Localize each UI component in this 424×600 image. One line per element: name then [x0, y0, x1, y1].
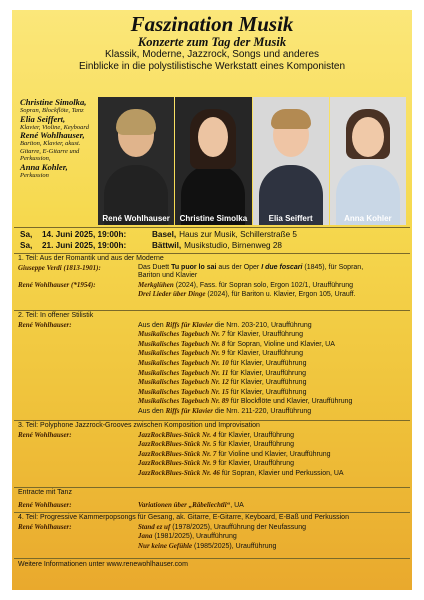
section-heading: 3. Teil: Polyphone Jazzrock-Grooves zwischen Komposition und Improvisation — [18, 422, 260, 429]
part-4 — [18, 514, 408, 551]
performer-photos — [98, 97, 406, 225]
footer-info: Weitere Informationen unter www.renewohlhauser.com — [18, 561, 188, 568]
divider — [14, 227, 410, 228]
date-city: Bättwil, — [152, 241, 182, 250]
divider — [14, 512, 410, 513]
composer-name: René Wohlhauser: — [18, 522, 72, 531]
photo-caption: René Wohlhauser — [102, 214, 170, 223]
program-item: Variationen über „Räbeliechtli“, UA — [138, 500, 244, 509]
part-1 — [18, 255, 408, 300]
program-item: Aus den Riffs für Klavier die Nrn. 211-220, Uraufführung — [138, 406, 312, 415]
date-row — [20, 229, 410, 240]
photo-caption: Elia Seiffert — [268, 214, 313, 223]
section-heading: 1. Teil: Aus der Romantik und aus der Moderne — [18, 255, 164, 262]
program-item: Merkglühen (2024), Fass. für Sopran solo, Ergon 102/1, Uraufführung — [138, 280, 354, 289]
divider — [14, 253, 410, 254]
photo-anna-kohler — [330, 97, 406, 225]
concert-poster — [12, 10, 412, 590]
program-item: Musikalisches Tagebuch Nr. 9 für Klavier, Uraufführung — [138, 349, 303, 358]
section-heading: 4. Teil: Progressive Kammerpopsongs für Gesang, ak. Gitarre, E-Gitarre, Keyboard, E-Baß und Perkussion — [18, 514, 349, 521]
program-item: Musikalisches Tagebuch Nr. 10 für Klavier, Uraufführung — [138, 358, 307, 367]
concert-dates — [20, 229, 410, 251]
photo-elia-seiffert — [253, 97, 329, 225]
divider — [14, 420, 410, 421]
program-item: Musikalisches Tagebuch Nr. 11 für Klavier, Uraufführung — [138, 368, 307, 377]
performer-name: René Wohlhauser, — [20, 130, 85, 141]
poster-subtitle: Konzerte zum Tag der Musik — [137, 35, 287, 49]
program-item: Nur keine Gefühle (1985/2025), Uraufführung — [138, 541, 277, 550]
date-time: 21. Juni 2025, 19:00h: — [42, 241, 127, 250]
program-item: JazzRockBlues-Stück Nr. 9 für Klavier, Uraufführung — [138, 459, 295, 468]
photo-caption: Christine Simolka — [179, 214, 248, 223]
program-item: Drei Lieder über Dinge (2024), für Bariton u. Klavier, Ergon 105, Urauff. — [138, 290, 356, 299]
photo-christine-simolka — [175, 97, 251, 225]
program-item: Das Duett Tu puor lo sai aus der Oper I due foscari (1845), für Sopran, — [138, 263, 364, 271]
program-item: Jana (1981/2025), Uraufführung — [138, 532, 237, 541]
performer-name: Elia Seiffert, — [20, 113, 66, 124]
date-venue: Musikstudio, Birnenweg 28 — [184, 241, 282, 250]
performer-roles: Sopran, Blockflöte, Tanz — [20, 107, 84, 114]
entracte — [18, 489, 408, 510]
poster-title: Faszination Musik — [130, 12, 294, 36]
program-item: JazzRockBlues-Stück Nr. 46 für Sopran, Klavier und Perkussion, UA — [138, 468, 344, 477]
program-item: JazzRockBlues-Stück Nr. 7 für Violine und Klavier, Uraufführung — [138, 449, 331, 458]
program-item: JazzRockBlues-Stück Nr. 4 für Klavier, Uraufführung — [138, 430, 295, 439]
composer-name: Giuseppe Verdi (1813-1901): — [18, 263, 101, 272]
date-venue: Haus zur Musik, Schillerstraße 5 — [179, 230, 297, 239]
part-2 — [18, 312, 408, 417]
date-day: Sa, — [20, 230, 33, 239]
divider — [14, 558, 410, 559]
program-item: Aus den Riffs für Klavier die Nrn. 203-210, Uraufführung — [138, 320, 312, 329]
performer-name: Christine Simolka, — [20, 97, 87, 107]
program-item: Musikalisches Tagebuch Nr. 12 für Klavier, Uraufführung — [138, 378, 307, 387]
tagline-line-1: Klassik, Moderne, Jazzrock, Songs und anderes — [105, 49, 319, 60]
composer-name: René Wohlhauser: — [18, 430, 72, 439]
program-item: Musikalisches Tagebuch Nr. 15 für Klavier, Uraufführung — [138, 387, 307, 396]
performer-roles: Bariton, Klavier, akust. Gitarre, E-Gitarre und Perkussion, — [20, 140, 81, 163]
part-3 — [18, 422, 408, 479]
program-item: Musikalisches Tagebuch Nr. 89 für Blockflöte und Klavier, Uraufführung — [138, 397, 353, 406]
performer-name: Anna Kohler, — [20, 161, 68, 172]
section-heading: 2. Teil: In offener Stilistik — [18, 312, 94, 319]
photo-caption: Anna Kohler — [344, 214, 392, 223]
performer-roles: Perkussion — [20, 171, 49, 179]
photo-rene-wohlhauser — [98, 97, 174, 225]
poster-header — [12, 13, 412, 72]
program-item: Musikalisches Tagebuch Nr. 8 für Sopran, Violine und Klavier, UA — [138, 339, 335, 348]
date-day: Sa, — [20, 241, 33, 250]
composer-name: René Wohlhauser (*1954): — [18, 280, 96, 289]
date-city: Basel, — [152, 230, 177, 239]
program-item-cont: Bariton und Klavier — [138, 272, 198, 280]
program-item: JazzRockBlues-Stück Nr. 5 für Klavier, Uraufführung — [138, 440, 295, 449]
section-heading: Entracte mit Tanz — [18, 489, 72, 496]
tagline-line-2: Einblicke in die polystilistische Werkstatt eines Komponisten — [78, 60, 346, 72]
divider — [14, 310, 410, 311]
program-item: Musikalisches Tagebuch Nr. 7 für Klavier, Uraufführung — [138, 330, 303, 339]
performer-list — [20, 98, 98, 180]
divider — [14, 487, 410, 488]
date-row — [20, 240, 410, 251]
composer-name: René Wohlhauser: — [18, 500, 72, 509]
program-item: Stand ez uf (1978/2025), Uraufführung der Neufassung — [138, 522, 306, 531]
performer-roles: Klavier, Violine, Keyboard — [20, 123, 89, 131]
composer-name: René Wohlhauser: — [18, 320, 72, 329]
date-time: 14. Juni 2025, 19:00h: — [42, 230, 127, 239]
